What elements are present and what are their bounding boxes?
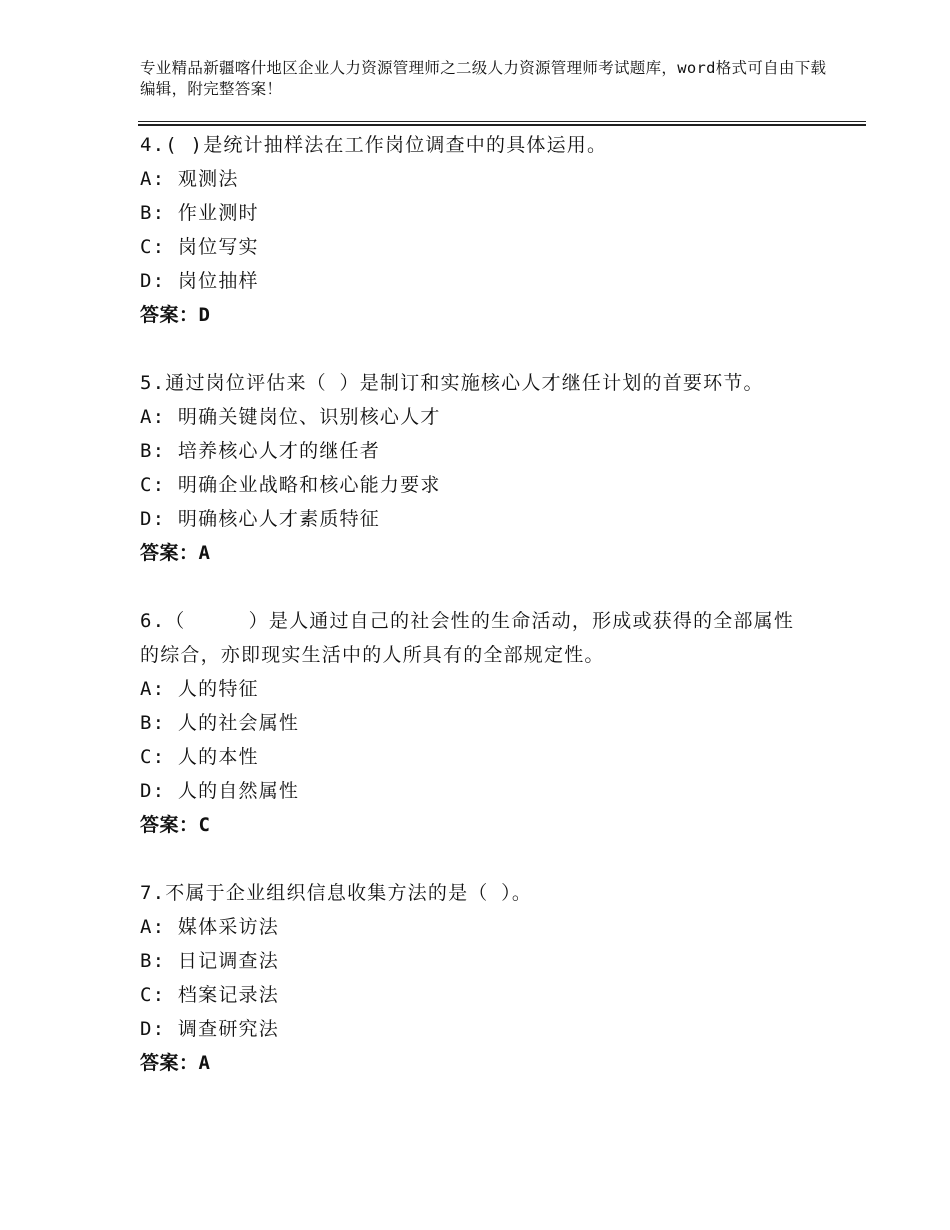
option-d: D: 调查研究法 bbox=[140, 1018, 279, 1040]
answer-line: 答案：C bbox=[140, 814, 211, 836]
option-d: D: 人的自然属性 bbox=[140, 780, 300, 802]
question-7 bbox=[140, 876, 820, 1080]
option-c: C: 人的本性 bbox=[140, 746, 259, 768]
option-a: A: 明确关键岗位、识别核心人才 bbox=[140, 406, 441, 428]
option-c: C: 岗位写实 bbox=[140, 236, 259, 258]
question-4 bbox=[140, 128, 820, 332]
question-stem: 6.（ ）是人通过自己的社会性的生命活动，形成或获得的全部属性的综合，亦即现实生活中的人所具有的全部规定性。 bbox=[140, 610, 795, 666]
answer-line: 答案：A bbox=[140, 1052, 211, 1074]
question-stem: 7.不属于企业组织信息收集方法的是（ ）。 bbox=[140, 882, 533, 904]
document-header: 专业精品新疆喀什地区企业人力资源管理师之二级人力资源管理师考试题库，word格式可自由下载编辑，附完整答案！ bbox=[140, 59, 827, 98]
question-stem: 4.( )是统计抽样法在工作岗位调查中的具体运用。 bbox=[140, 134, 608, 156]
header-divider-thick bbox=[138, 124, 866, 126]
option-b: B: 作业测时 bbox=[140, 202, 259, 224]
option-a: A: 媒体采访法 bbox=[140, 916, 279, 938]
question-6 bbox=[140, 604, 820, 842]
option-c: C: 档案记录法 bbox=[140, 984, 279, 1006]
question-stem: 5.通过岗位评估来（ ）是制订和实施核心人才继任计划的首要环节。 bbox=[140, 372, 764, 394]
header-divider-thin bbox=[138, 121, 866, 122]
option-d: D: 岗位抽样 bbox=[140, 270, 259, 292]
option-d: D: 明确核心人才素质特征 bbox=[140, 508, 380, 530]
answer-line: 答案：A bbox=[140, 542, 211, 564]
option-a: A: 观测法 bbox=[140, 168, 239, 190]
option-b: B: 日记调查法 bbox=[140, 950, 279, 972]
option-b: B: 培养核心人才的继任者 bbox=[140, 440, 380, 462]
answer-line: 答案：D bbox=[140, 304, 211, 326]
option-b: B: 人的社会属性 bbox=[140, 712, 300, 734]
option-c: C: 明确企业战略和核心能力要求 bbox=[140, 474, 441, 496]
option-a: A: 人的特征 bbox=[140, 678, 259, 700]
question-list bbox=[140, 128, 820, 1114]
question-5 bbox=[140, 366, 820, 570]
